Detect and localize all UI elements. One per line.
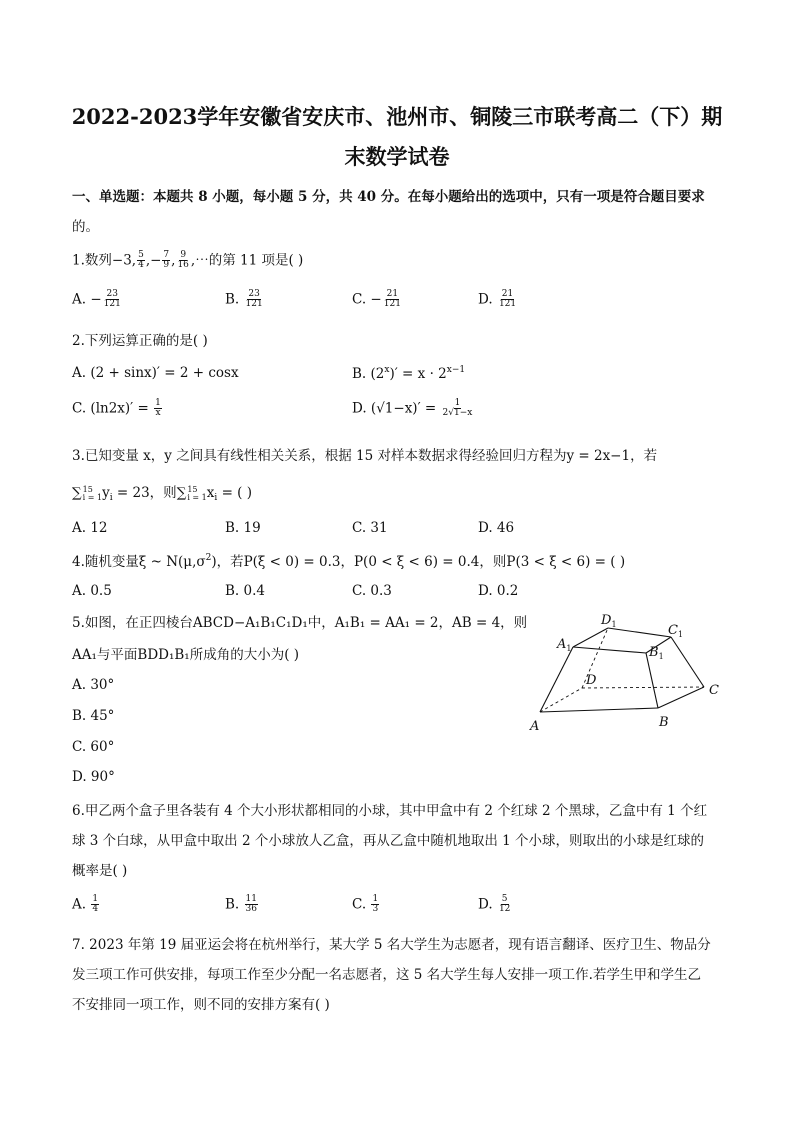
q2-option-b-prefix: B. (2: [352, 366, 385, 382]
q5-stem-line1: 5.如图，在正四棱台ABCD−A₁B₁C₁D₁中，A₁B₁ = AA₁ = 2，AB = 4，则: [72, 615, 528, 631]
q6-option-c: [352, 895, 380, 915]
q4-option-a: A. 0.5: [72, 583, 112, 599]
q6-option-c-label: C.: [352, 896, 371, 913]
q5-stem-line2: AA₁与平面BDD₁B₁所成角的大小为( ): [72, 647, 300, 663]
q6-stem-line3: 概率是( ): [72, 863, 128, 879]
q2-option-d-num: 1: [454, 398, 461, 408]
q3-y-symbol: y: [102, 485, 110, 501]
q1-frac2: [162, 251, 170, 271]
q1-option-b-den: 121: [245, 299, 263, 310]
q1-stem: [72, 251, 303, 271]
q7-stem-line2: 发三项工作可供安排，每项工作至少分配一名志愿者，这 5 名大学生每人安排一项工作.若学生甲和学生乙: [72, 967, 701, 983]
q6-option-b-num: 11: [245, 894, 257, 904]
q3-x-sub: i: [214, 493, 218, 503]
q6-option-d-label: D.: [478, 896, 497, 913]
q6-option-c-frac: [371, 895, 379, 915]
q1-stem-prefix: 1.数列−3,: [72, 252, 137, 269]
label-c1-letter: C: [668, 623, 678, 638]
q3-option-b: B. 19: [225, 520, 261, 536]
exam-title-line1: 2022-2023学年安徽省安庆市、池州市、铜陵三市联考高二（下）期: [71, 104, 723, 129]
q1-option-c-num: 21: [386, 289, 399, 299]
label-c1-sub: 1: [677, 630, 684, 639]
q2-option-b-mid: )′ = x · 2: [389, 366, 447, 382]
q1-option-b-label: B.: [225, 291, 244, 308]
q3-sum-symbol-1: ∑: [72, 485, 82, 501]
edge-bc: [658, 687, 704, 708]
edge-cc1: [671, 637, 704, 687]
edge-a1b1: [573, 647, 646, 653]
q4-stem-sup: 2: [205, 553, 212, 563]
q3-end-text: = ( ): [217, 485, 253, 501]
q1-frac3-den: 16: [177, 260, 189, 271]
q1-sep2: ,: [171, 252, 176, 269]
q1-option-a: [72, 290, 123, 310]
q1-option-a-label: A. −: [72, 291, 102, 308]
q6-stem-line1: 6.甲乙两个盒子里各装有 4 个大小形状都相同的小球，其中甲盒中有 2 个红球 2 个黑球，乙盒中有 1 个红: [72, 803, 708, 819]
q6-stem-line2: 球 3 个白球，从甲盒中取出 2 个小球放人乙盒，再从乙盒中随机地取出 1 个小球，则取出的小球是红球的: [72, 833, 705, 849]
label-d: D: [586, 673, 597, 688]
edge-bb1: [646, 653, 658, 708]
q1-option-c-frac: [383, 290, 402, 310]
label-b1-letter: B: [649, 645, 659, 660]
label-c: C: [709, 683, 719, 698]
q1-option-b: [225, 290, 265, 310]
q3-sum-bottom-2: i = 1: [187, 492, 207, 502]
q1-sep1: ,−: [145, 252, 162, 269]
q1-option-a-frac: [103, 290, 122, 310]
q1-option-d: [478, 290, 518, 310]
q2-option-c-den: x: [155, 408, 161, 419]
q2-stem: 2.下列运算正确的是( ): [72, 333, 208, 349]
q4-option-c: C. 0.3: [352, 583, 392, 599]
label-a: A: [530, 719, 540, 734]
edge-d1c1: [608, 628, 671, 637]
q4-option-d: D. 0.2: [478, 583, 519, 599]
exam-title-line2: 末数学试卷: [344, 144, 450, 169]
label-b: B: [659, 715, 669, 730]
q1-option-d-label: D.: [478, 291, 497, 308]
label-a1-sub: 1: [566, 644, 572, 653]
q6-option-c-num: 1: [372, 894, 379, 904]
q3-eq-text: = 23，则: [112, 485, 177, 501]
label-d1: [600, 613, 617, 629]
q2-option-d-prefix: D. (√1−x)′ =: [352, 400, 441, 417]
q6-option-b-label: B.: [225, 896, 244, 913]
q3-sum-top-2: 15: [187, 484, 198, 494]
q1-frac1: [137, 251, 145, 271]
q1-frac1-num: 5: [138, 250, 144, 260]
q1-frac2-den: 9: [163, 260, 170, 271]
q1-frac3-num: 9: [180, 250, 187, 260]
q3-sum-top-1: 15: [82, 484, 93, 494]
edge-a1d1: [573, 628, 608, 647]
label-b1: [648, 645, 664, 661]
q4-stem: [72, 552, 625, 571]
q3-x-symbol: x: [206, 485, 215, 501]
q3-option-c: C. 31: [352, 520, 388, 536]
q6-option-b-den: 36: [245, 904, 257, 915]
q6-option-d-frac: [498, 895, 511, 915]
q4-stem-suffix: )，若P(ξ < 0) = 0.3，P(0 < ξ < 6) = 0.4，则P(3 < ξ < 6) = ( ): [211, 554, 626, 570]
q1-frac3: [176, 251, 189, 271]
q1-frac1-den: 4: [138, 260, 144, 271]
q6-option-a: [72, 895, 100, 915]
q6-option-d-num: 5: [501, 894, 508, 904]
q4-stem-prefix: 4.随机变量ξ ~ N(μ,σ: [72, 554, 206, 570]
q4-option-b: B. 0.4: [225, 583, 265, 599]
q2-option-a: A. (2 + sinx)′ = 2 + cosx: [72, 365, 239, 381]
q3-stem-line1: 3.已知变量 x，y 之间具有线性相关关系，根据 15 对样本数据求得经验回归方程为y = 2x−1，若: [72, 448, 658, 464]
q1-option-c-label: C. −: [352, 291, 382, 308]
q3-y-sub: i: [109, 493, 113, 503]
q2-option-c: [72, 399, 163, 419]
q2-option-b-sup2: x−1: [446, 365, 466, 375]
label-d1-letter: D: [601, 613, 612, 628]
q1-option-d-den: 121: [498, 299, 517, 310]
q5-option-c: C. 60°: [72, 739, 115, 755]
q2-option-d-den: 2√1−x: [442, 408, 473, 419]
q1-option-d-num: 21: [501, 289, 514, 299]
q2-option-c-prefix: C. (ln2x)′ =: [72, 400, 154, 417]
q1-option-a-num: 23: [106, 289, 118, 299]
q5-option-b: B. 45°: [72, 708, 115, 724]
q3-sum-limits-1: [83, 486, 102, 502]
label-a1-letter: A: [557, 637, 567, 652]
q1-option-d-frac: [498, 290, 517, 310]
q2-option-d-frac: [442, 399, 474, 419]
q2-option-c-num: 1: [155, 398, 161, 408]
label-d1-sub: 1: [611, 620, 617, 629]
q6-option-c-den: 3: [372, 904, 379, 915]
q3-option-a: A. 12: [72, 520, 108, 536]
q7-stem-line1: 7. 2023 年第 19 届亚运会将在杭州举行，某大学 5 名大学生为志愿者，现有语言翻译、医疗卫生、物品分: [72, 937, 711, 953]
frustum-figure: [526, 604, 726, 734]
q2-option-d: [352, 399, 474, 419]
q6-option-b-frac: [245, 895, 258, 915]
q6-option-a-label: A.: [72, 896, 91, 913]
label-b1-sub: 1: [658, 652, 664, 661]
q6-option-b: [225, 895, 259, 915]
label-c1: [668, 623, 683, 639]
q1-option-b-frac: [245, 290, 264, 310]
q5-option-d: D. 90°: [72, 769, 115, 785]
q3-option-d: D. 46: [478, 520, 515, 536]
q7-stem-line3: 不安排同一项工作，则不同的安排方案有( ): [72, 997, 330, 1013]
q2-option-c-frac: [154, 399, 162, 419]
edge-ab: [540, 708, 658, 712]
q6-option-d: [478, 895, 512, 915]
section1-intro-line2: 的。: [72, 219, 99, 235]
q3-sum-symbol-2: ∑: [176, 485, 187, 501]
q6-option-a-num: 1: [92, 894, 99, 904]
q2-option-b-sup1: x: [384, 365, 390, 375]
q2-option-b: [352, 365, 465, 382]
q6-option-d-den: 12: [498, 904, 511, 915]
q5-option-a: A. 30°: [72, 677, 115, 693]
q3-stem-line2: [72, 484, 252, 504]
q1-stem-suffix: ,⋯的第 11 项是( ): [190, 252, 304, 269]
q1-option-b-num: 23: [248, 289, 260, 299]
edge-dc-dashed: [582, 687, 704, 688]
q1-option-c: [352, 290, 403, 310]
q6-option-a-frac: [91, 895, 99, 915]
q1-frac2-num: 7: [163, 250, 170, 260]
section1-intro-line1: 一、单选题：本题共 8 小题，每小题 5 分，共 40 分。在每小题给出的选项中，只有一项是符合题目要求: [72, 189, 705, 205]
label-a1: [556, 637, 571, 653]
q3-sum-limits-2: [187, 486, 206, 502]
q1-option-c-den: 121: [383, 299, 401, 310]
q3-sum-bottom-1: i = 1: [82, 492, 103, 502]
q1-option-a-den: 121: [103, 299, 121, 310]
q6-option-a-den: 4: [92, 904, 99, 915]
